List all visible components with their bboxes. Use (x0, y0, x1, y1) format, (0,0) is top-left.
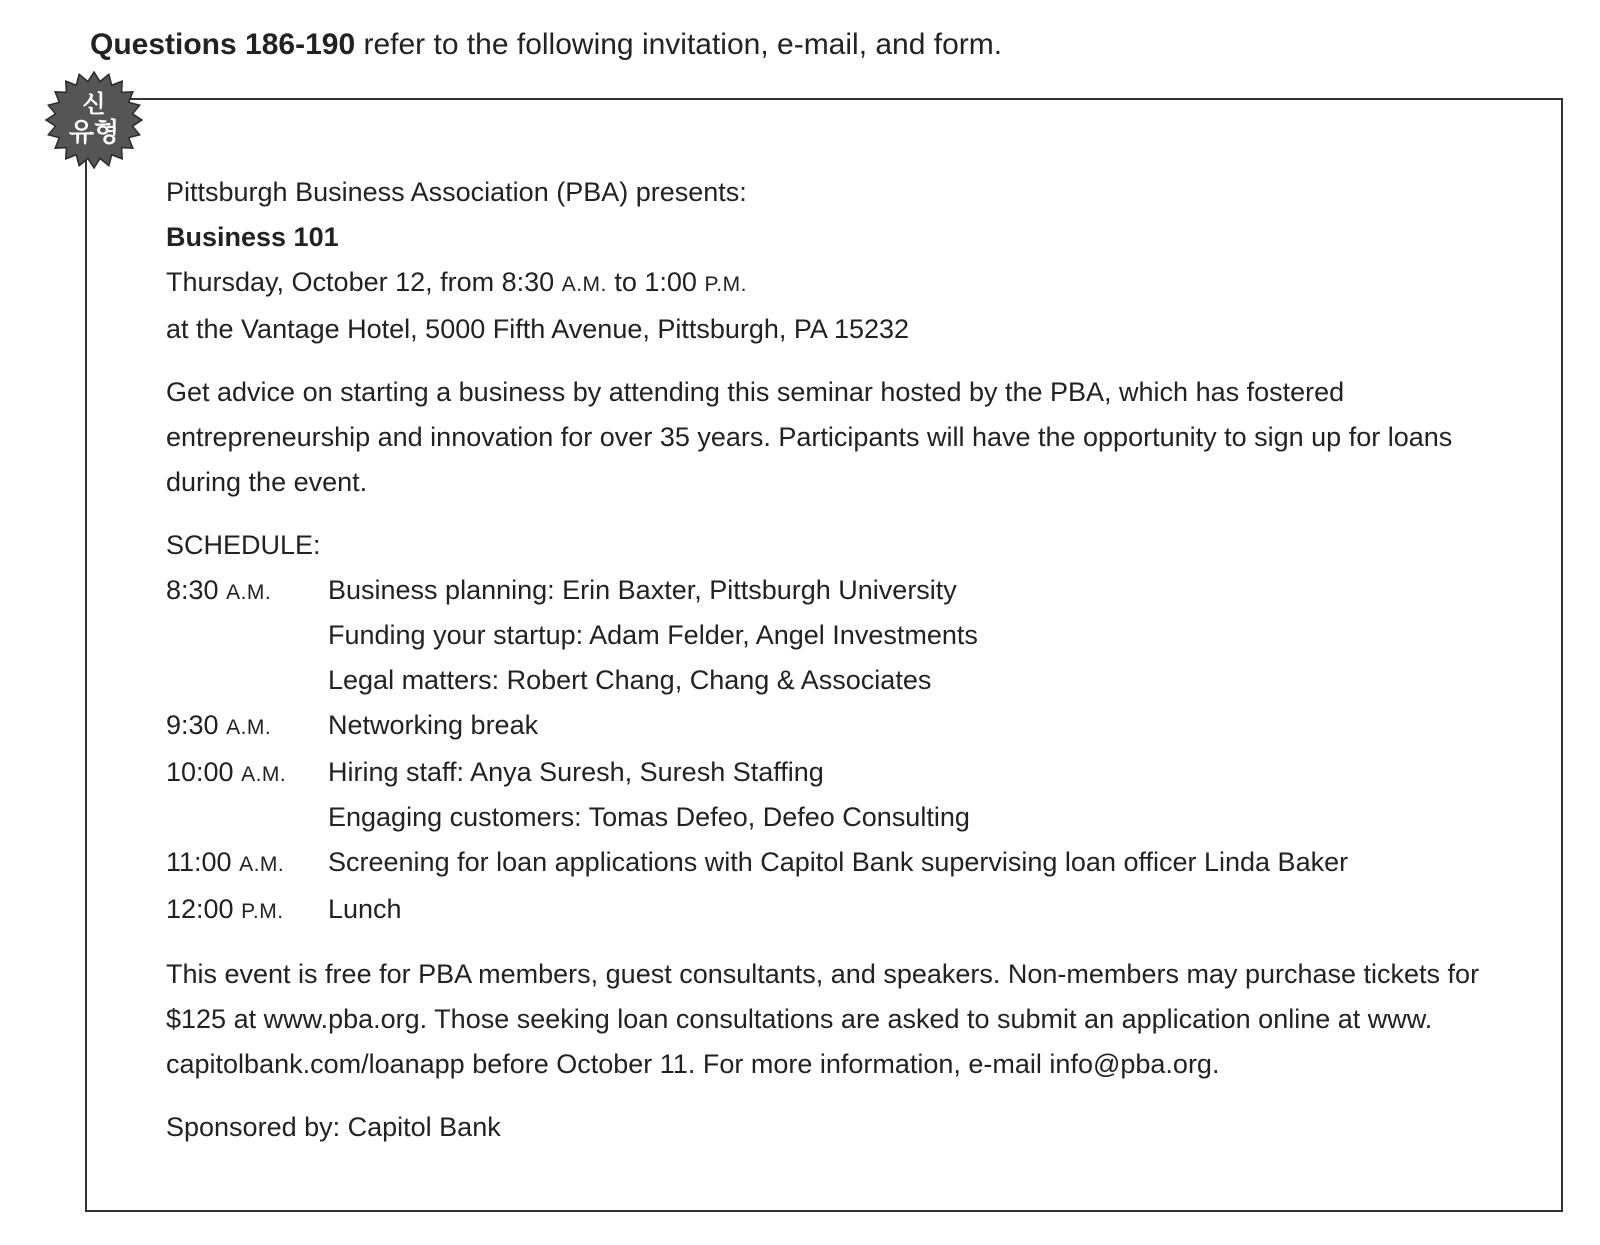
schedule-item: Funding your startup: Adam Felder, Angel Investments (328, 620, 978, 650)
schedule-item: Legal matters: Robert Chang, Chang & Associates (328, 665, 932, 695)
schedule-items (328, 703, 1496, 748)
schedule-row (166, 887, 1496, 934)
schedule-item: Screening for loan applications with Capitol Bank supervising loan officer Linda Baker (328, 847, 1349, 877)
question-header (90, 28, 1002, 62)
schedule-items (328, 840, 1496, 885)
new-type-badge (44, 70, 144, 170)
time-ampm: P.M. (241, 900, 284, 923)
schedule-item: Hiring staff: Anya Suresh, Suresh Staffing (328, 757, 824, 787)
footer-line: capitolbank.com/loanapp before October 11. For more information, e-mail info@pba.org. (166, 1049, 1220, 1079)
schedule-item: Networking break (328, 710, 539, 740)
footer-line: This event is free for PBA members, guest consultants, and speakers. Non-members may purchase tickets for (166, 959, 1480, 989)
time-ampm: A.M. (241, 763, 287, 786)
schedule-time (166, 703, 328, 750)
sponsor-line: Sponsored by: Capitol Bank (166, 1112, 501, 1142)
schedule-row (166, 840, 1496, 887)
invitation-content (166, 170, 1496, 1150)
time-ampm: A.M. (226, 716, 272, 739)
badge-text-line2: 유형 (68, 118, 120, 148)
footer-line: $125 at www.pba.org. Those seeking loan consultations are asked to submit an application online at www. (166, 1004, 1433, 1034)
description (166, 370, 1496, 505)
schedule-row (166, 703, 1496, 750)
schedule-item: Business planning: Erin Baxter, Pittsburgh University (328, 575, 957, 605)
question-range: Questions 186-190 (90, 28, 356, 61)
time-ampm: A.M. (226, 581, 272, 604)
schedule-time (166, 568, 328, 615)
schedule-item: Lunch (328, 894, 402, 924)
presenter-line: Pittsburgh Business Association (PBA) presents: (166, 177, 747, 207)
schedule-time (166, 750, 328, 797)
schedule-heading: SCHEDULE: (166, 530, 321, 560)
time-value: 9:30 (166, 710, 219, 740)
time-value: 8:30 (166, 575, 219, 605)
footer-text (166, 952, 1496, 1087)
date-text: Thursday, October 12, from 8:30 (166, 267, 562, 297)
date-pm: P.M. (704, 273, 747, 296)
time-value: 10:00 (166, 757, 234, 787)
badge-text-line1: 신 (82, 90, 106, 118)
schedule-table (166, 568, 1496, 934)
time-ampm: A.M. (239, 853, 285, 876)
date-mid-text: to 1:00 (606, 267, 705, 297)
date-am: A.M. (561, 273, 607, 296)
schedule-items (328, 750, 1496, 840)
description-line: during the event. (166, 467, 368, 497)
time-value: 11:00 (166, 847, 232, 877)
schedule-time (166, 840, 328, 887)
schedule-row (166, 750, 1496, 840)
question-instruction: refer to the following invitation, e-mail, and form. (355, 28, 1003, 61)
time-value: 12:00 (166, 894, 234, 924)
schedule-row (166, 568, 1496, 703)
schedule-items (328, 568, 1496, 703)
schedule-time (166, 887, 328, 934)
description-line: entrepreneurship and innovation for over 35 years. Participants will have the opportunity to sign up for loans (166, 422, 1453, 452)
event-date (166, 260, 1496, 307)
description-line: Get advice on starting a business by attending this seminar hosted by the PBA, which has fostered (166, 377, 1345, 407)
schedule-items (328, 887, 1496, 932)
schedule-item: Engaging customers: Tomas Defeo, Defeo Consulting (328, 802, 970, 832)
event-location: at the Vantage Hotel, 5000 Fifth Avenue, Pittsburgh, PA 15232 (166, 314, 910, 344)
event-title: Business 101 (166, 222, 339, 252)
